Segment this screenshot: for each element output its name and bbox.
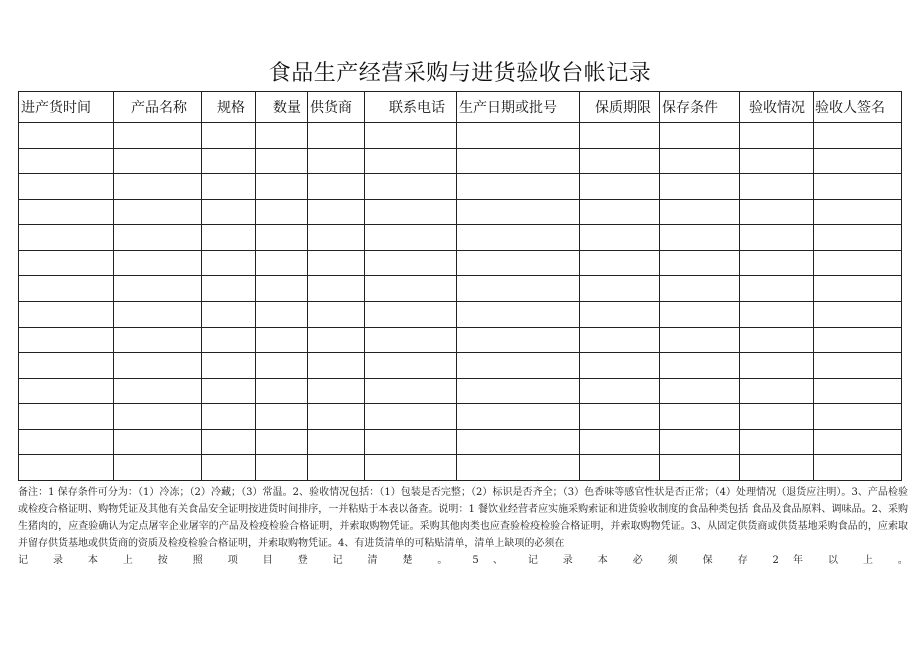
table-cell [256,353,308,379]
column-header-inspector: 验收人签名 [814,92,902,123]
table-cell [457,148,580,174]
table-cell [580,276,660,302]
table-cell [202,378,256,404]
table-cell [580,378,660,404]
column-header-storage: 保存条件 [660,92,740,123]
table-cell [365,301,457,327]
table-row [19,276,902,302]
table-row [19,327,902,353]
table-cell [114,455,202,481]
ledger-table [18,91,902,481]
table-cell [814,327,902,353]
table-cell [740,301,814,327]
table-cell [308,148,365,174]
table-cell [457,199,580,225]
table-cell [19,378,114,404]
notes-paragraph: 备注：1 保存条件可分为：（1）冷冻；（2）冷藏；（3）常温。2、验收情况包括：（1）包装是否完整；（2）标识是否齐全；（3）色香味等感官性状是否正常；（4）处理情况（退货应注明）。3、产品检验或检疫合格证明、购物凭证及其他有关食品安全证明按进货时间排序，一并粘贴于本表以备查。说明：1 餐饮业经营者应实施采购索证和进货验收制度的食品种类包括 食品及食品原料、调味品。2、采购生猪肉的，应查验确认为定点屠宰企业屠宰的产品及检疫检验合格证明，并索取购物凭证。采购其他肉类也应查验检疫检验合格证明，并索取购物凭证。3、从固定供货商或供货基地采购食品的，应索取并留存供货基地或供货商的资质及检疫检验合格证明，并索取购物凭证。4、有进货清单的可粘贴清单，清单上缺项的必须在 [18,487,908,549]
table-cell [202,276,256,302]
table-cell [19,301,114,327]
table-cell [457,429,580,455]
table-cell [814,276,902,302]
table-cell [365,429,457,455]
notes-block [18,484,908,569]
table-cell [256,174,308,200]
table-cell [202,353,256,379]
table-cell [660,250,740,276]
table-cell [660,123,740,149]
table-cell [580,225,660,251]
table-cell [660,174,740,200]
table-cell [308,455,365,481]
table-cell [202,327,256,353]
table-cell [814,174,902,200]
table-cell [19,148,114,174]
table-cell [660,353,740,379]
table-cell [740,455,814,481]
table-cell [660,225,740,251]
table-cell [114,225,202,251]
column-header-inspection: 验收情况 [740,92,814,123]
table-cell [740,404,814,430]
table-cell [256,378,308,404]
table-cell [580,327,660,353]
table-cell [365,199,457,225]
table-cell [814,429,902,455]
table-cell [256,276,308,302]
table-cell [580,353,660,379]
table-row [19,301,902,327]
table-cell [19,455,114,481]
table-cell [580,429,660,455]
table-cell [202,404,256,430]
table-row [19,225,902,251]
column-header-spec: 规格 [202,92,256,123]
table-cell [740,250,814,276]
table-cell [740,148,814,174]
table-cell [660,327,740,353]
table-cell [740,353,814,379]
table-cell [19,276,114,302]
table-cell [308,174,365,200]
table-cell [256,123,308,149]
table-cell [308,327,365,353]
table-cell [580,199,660,225]
table-cell [740,174,814,200]
table-cell [580,148,660,174]
table-cell [814,148,902,174]
table-cell [740,123,814,149]
table-cell [365,123,457,149]
table-cell [202,301,256,327]
table-cell [19,353,114,379]
table-cell [814,455,902,481]
table-cell [457,353,580,379]
table-row [19,174,902,200]
table-cell [365,404,457,430]
table-cell [114,276,202,302]
table-cell [457,327,580,353]
table-cell [365,148,457,174]
table-cell [365,353,457,379]
table-cell [457,455,580,481]
table-cell [457,250,580,276]
table-cell [660,429,740,455]
table-cell [256,148,308,174]
column-header-batch: 生产日期或批号 [457,92,580,123]
table-cell [308,199,365,225]
table-cell [19,123,114,149]
table-cell [308,301,365,327]
table-cell [365,174,457,200]
table-cell [660,276,740,302]
table-cell [308,353,365,379]
table-cell [365,276,457,302]
table-cell [814,404,902,430]
table-cell [19,404,114,430]
table-cell [19,429,114,455]
page-title: 食品生产经营采购与进货验收台帐记录 [268,61,652,86]
table-cell [256,327,308,353]
table-cell [308,378,365,404]
table-cell [256,455,308,481]
table-cell [660,301,740,327]
table-cell [308,225,365,251]
table-cell [114,123,202,149]
table-cell [19,225,114,251]
table-cell [114,199,202,225]
table-row [19,429,902,455]
table-cell [114,404,202,430]
table-cell [814,199,902,225]
table-cell [256,250,308,276]
table-cell [660,378,740,404]
table-cell [202,250,256,276]
table-cell [814,353,902,379]
table-cell [19,199,114,225]
table-cell [202,199,256,225]
table-cell [457,123,580,149]
table-cell [580,301,660,327]
table-cell [580,250,660,276]
ledger-body [19,123,902,481]
table-cell [365,225,457,251]
table-cell [19,250,114,276]
table-cell [202,148,256,174]
table-cell [19,174,114,200]
table-cell [814,225,902,251]
column-header-quantity: 数量 [256,92,308,123]
table-cell [457,225,580,251]
table-cell [114,148,202,174]
table-cell [457,404,580,430]
table-cell [256,225,308,251]
table-cell [457,378,580,404]
table-cell [256,404,308,430]
table-row [19,250,902,276]
table-cell [740,429,814,455]
table-cell [580,174,660,200]
table-cell [457,276,580,302]
header-row [19,92,902,123]
table-row [19,123,902,149]
table-cell [114,353,202,379]
table-cell [308,429,365,455]
table-cell [256,301,308,327]
table-cell [580,455,660,481]
table-cell [457,174,580,200]
table-cell [740,199,814,225]
column-header-time: 进产货时间 [19,92,114,123]
table-cell [114,301,202,327]
column-header-supplier: 供货商 [308,92,365,123]
table-cell [308,404,365,430]
table-cell [114,174,202,200]
table-cell [114,429,202,455]
column-header-phone: 联系电话 [365,92,457,123]
table-row [19,404,902,430]
table-cell [365,455,457,481]
table-cell [256,199,308,225]
table-cell [457,301,580,327]
table-cell [740,276,814,302]
table-cell [365,250,457,276]
table-cell [202,455,256,481]
table-cell [660,199,740,225]
table-cell [580,404,660,430]
table-cell [202,225,256,251]
table-cell [365,327,457,353]
table-cell [660,455,740,481]
table-cell [308,123,365,149]
table-cell [814,123,902,149]
table-cell [740,378,814,404]
table-cell [19,327,114,353]
table-cell [308,276,365,302]
column-header-shelf-life: 保质期限 [580,92,660,123]
table-cell [660,148,740,174]
table-row [19,353,902,379]
table-cell [740,225,814,251]
table-cell [114,250,202,276]
table-row [19,378,902,404]
table-cell [256,429,308,455]
table-cell [202,429,256,455]
table-cell [814,301,902,327]
table-cell [308,250,365,276]
table-cell [660,404,740,430]
table-cell [114,378,202,404]
table-cell [202,174,256,200]
table-row [19,148,902,174]
column-header-product: 产品名称 [114,92,202,123]
table-cell [740,327,814,353]
table-cell [814,250,902,276]
notes-final-line: 记 录 本 上 按 照 项 目 登 记 清 楚 。 5 、 记 录 本 必 须 保 存 2 年 以 上 。 [18,555,908,566]
table-row [19,199,902,225]
table-cell [114,327,202,353]
table-row [19,455,902,481]
table-cell [202,123,256,149]
table-cell [814,378,902,404]
table-cell [580,123,660,149]
table-cell [365,378,457,404]
